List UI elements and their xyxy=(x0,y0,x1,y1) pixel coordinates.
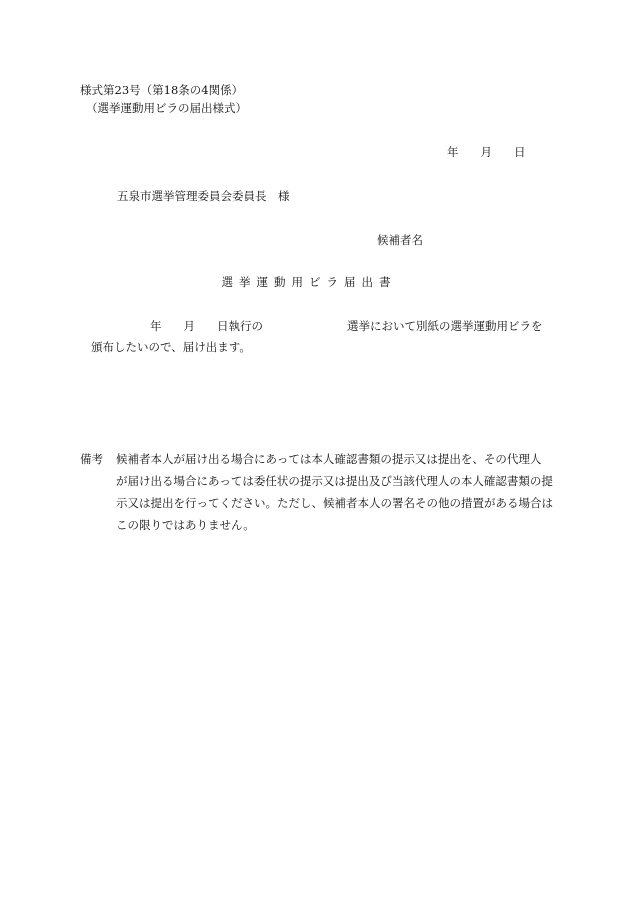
candidate-name-label: 候補者名 xyxy=(377,233,423,247)
date-year-label: 年 xyxy=(447,145,459,159)
document-title: 選挙運動用ビラ届出書 xyxy=(221,275,397,289)
date-field xyxy=(447,144,526,160)
remarks-line: この限りではありません。 xyxy=(116,518,255,532)
body-month-label: 月 xyxy=(183,319,195,333)
body-line-1 xyxy=(150,318,543,334)
remarks-section xyxy=(80,448,560,536)
date-month-label: 月 xyxy=(480,145,492,159)
form-subtitle: （選挙運動用ビラの届出様式） xyxy=(86,101,247,115)
body-execution-label: 日執行の xyxy=(217,319,263,333)
remarks-line: 示又は提出を行ってください。ただし、候補者本人の署名その他の措置がある場合は xyxy=(116,496,553,510)
body-election-text: 選挙において別紙の選挙運動用ビラを xyxy=(347,319,543,333)
date-day-label: 日 xyxy=(514,145,526,159)
remarks-text xyxy=(102,448,560,536)
body-year-label: 年 xyxy=(150,319,162,333)
remarks-line: 候補者本人が届け出る場合にあっては本人確認書類の提示又は提出を、その代理人 xyxy=(116,452,542,466)
remarks-label: 備考 xyxy=(80,452,103,466)
form-number: 様式第23号（第18条の4関係） xyxy=(80,83,244,97)
remarks-line: が届け出る場合にあっては委任状の提示又は提出及び当該代理人の本人確認書類の提 xyxy=(116,474,553,488)
addressee: 五泉市選挙管理委員会委員長 様 xyxy=(117,189,290,203)
body-line-2: 頒布したいので、届け出ます。 xyxy=(91,340,251,354)
